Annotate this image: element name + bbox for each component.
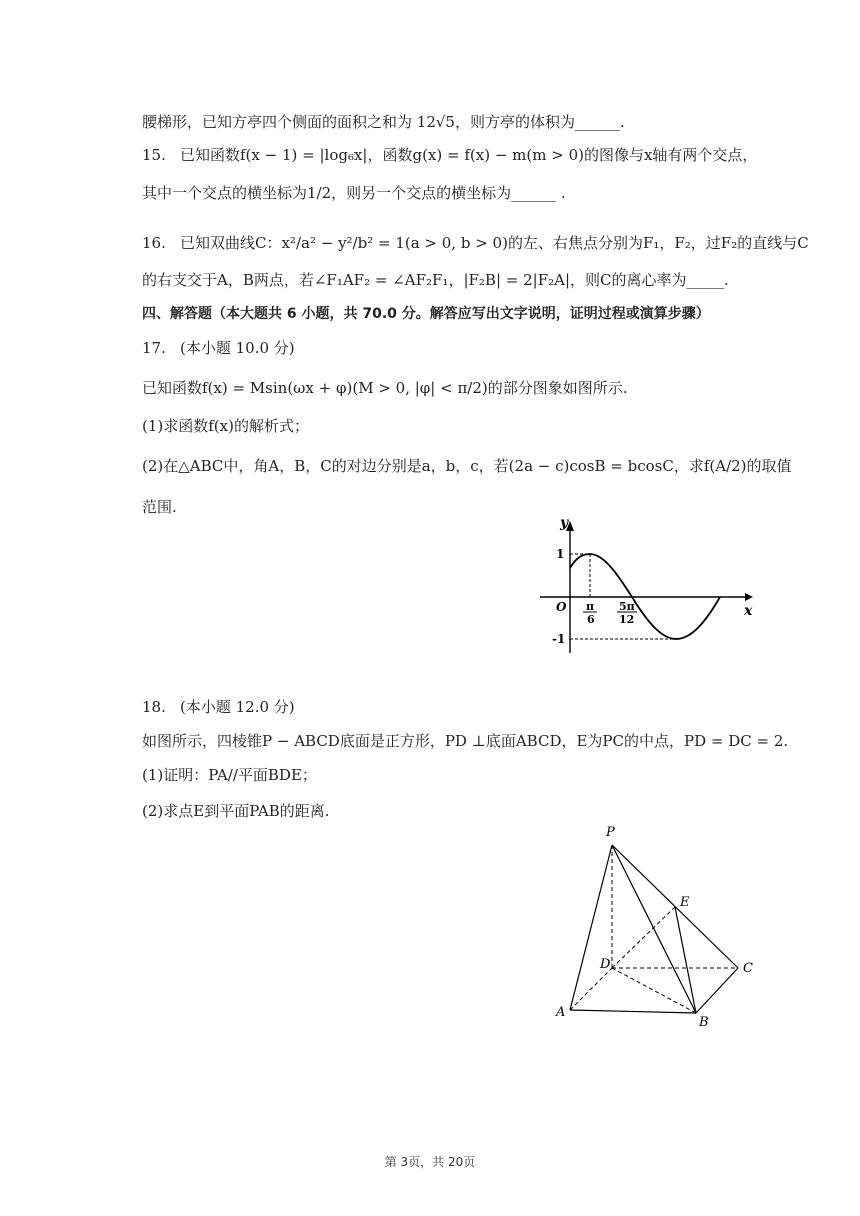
q18-stem: [142, 731, 788, 751]
q15-text-b: 其中一个交点的横坐标为1/2，则另一个交点的横坐标为______ .: [142, 184, 566, 202]
edge-PC: [612, 845, 738, 968]
x-tick2-den: 12: [619, 613, 635, 626]
label-B: B: [699, 1015, 709, 1030]
label-A: A: [556, 1005, 566, 1020]
y-tick-neg1: -1: [552, 632, 566, 646]
origin-label: O: [556, 600, 567, 614]
q16-number: 16.: [142, 234, 166, 252]
q18-header: [142, 697, 295, 717]
q15-line-b: [142, 183, 566, 203]
q18-part2: [142, 801, 330, 821]
x-tick1-num: π: [586, 600, 595, 613]
x-tick2-num: 5π: [619, 600, 635, 613]
q17-stem: [142, 378, 628, 398]
q17-part2-cont: [142, 497, 177, 517]
q18-part1-text: (1)证明：PA//平面BDE；: [142, 766, 317, 784]
q18-stem-text: 如图所示，四棱锥P − ABCD底面是正方形，PD ⊥底面ABCD，E为PC的中点，PD = DC = 2.: [142, 732, 789, 750]
label-E: E: [680, 895, 690, 910]
y-tick-1: 1: [556, 547, 565, 561]
edge-AD: [570, 968, 612, 1010]
q15-text-a: 已知函数f(x − 1) = |log₆x|，函数g(x) = f(x) − m(m > 0)的图像与x轴有两个交点，: [180, 146, 758, 164]
q18-number: 18.: [142, 698, 166, 716]
label-C: C: [743, 961, 753, 976]
page-footer: 第 3页，共 20页: [384, 1155, 476, 1169]
y-label: y: [560, 515, 569, 531]
edge-PA: [570, 845, 612, 1010]
label-P: P: [606, 825, 615, 840]
q17-part1-text: (1)求函数f(x)的解析式；: [142, 417, 309, 435]
q16-line-a: [142, 233, 809, 253]
q17-part2-cont-text: 范围.: [142, 498, 177, 516]
q17-number: 17.: [142, 339, 166, 357]
q15-line-a: [142, 145, 757, 165]
q16-text-a: 已知双曲线C：x²/a² − y²/b² = 1(a > 0, b > 0)的左、右焦点分别为F₁，F₂，过F₂的直线与C: [180, 234, 809, 252]
section-heading-text: 四、解答题（本大题共 6 小题，共 70.0 分。解答应写出文字说明，证明过程或演算步骤）: [142, 306, 710, 322]
q17-part2: [142, 456, 792, 476]
section-heading: [142, 304, 710, 324]
edge-PB: [612, 845, 696, 1013]
x-label: x: [744, 603, 753, 619]
q17-part2-text: (2)在△ABC中，角A，B，C的对边分别是a，b，c，若(2a − c)cosB = bcosC，求f(A/2)的取值: [142, 457, 792, 475]
edge-BC: [696, 968, 738, 1013]
q17-header: [142, 338, 295, 358]
q18-part2-text: (2)求点E到平面PAB的距离.: [142, 802, 330, 820]
q17-sine-graph: [530, 515, 760, 655]
q16-line-b: [142, 270, 729, 290]
x-tick1-den: 6: [587, 613, 595, 626]
q15-number: 15.: [142, 146, 166, 164]
q16-text-b: 的右支交于A，B两点，若∠F₁AF₂ = ∠AF₂F₁，|F₂B| = 2|F₂A|，则C的离心率为_____.: [142, 271, 729, 289]
q17-stem-text: 已知函数f(x) = Msin(ωx + φ)(M > 0, |φ| < π/2)的部分图象如图所示.: [142, 379, 628, 397]
edge-DB: [612, 968, 696, 1013]
q17-part1: [142, 416, 309, 436]
x-axis-arrow: [745, 593, 753, 601]
q18-score: (本小题 12.0 分): [180, 698, 295, 716]
q18-pyramid-figure: [550, 820, 770, 1035]
text: 腰梯形，已知方亭四个侧面的面积之和为 12√5，则方亭的体积为______.: [142, 113, 625, 131]
line-trapezoid: [142, 112, 625, 132]
edge-DE: [612, 907, 675, 968]
q17-score: (本小题 10.0 分): [180, 339, 295, 357]
q18-part1: [142, 765, 317, 785]
edge-EB: [675, 907, 696, 1013]
label-D: D: [600, 957, 611, 972]
edge-AB: [570, 1010, 696, 1013]
